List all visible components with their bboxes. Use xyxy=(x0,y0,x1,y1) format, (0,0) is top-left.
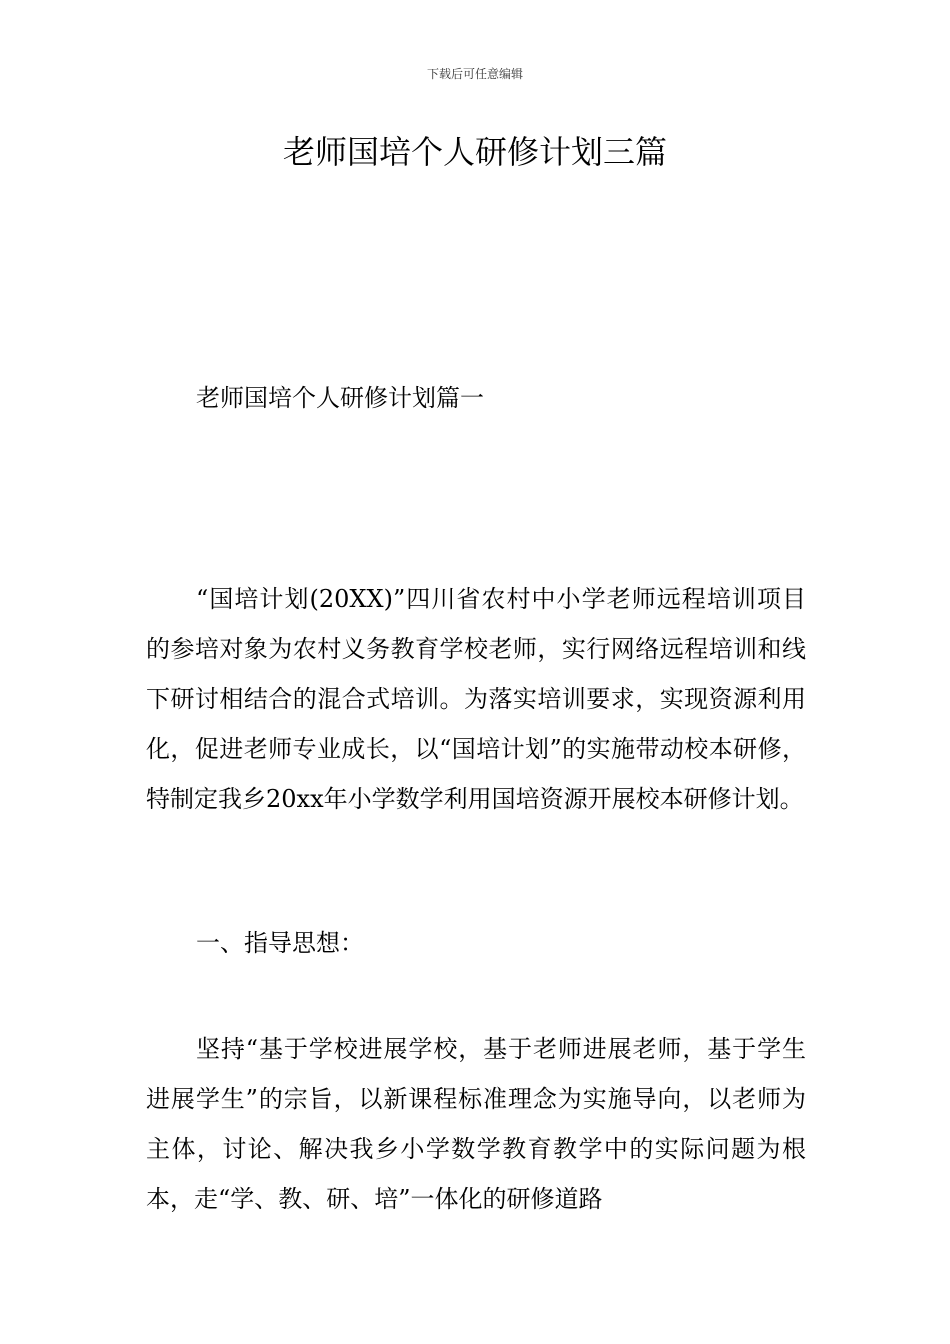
guiding-ideology-paragraph: 坚持“基于学校进展学校，基于老师进展老师，基于学生进展学生”的宗旨，以新课程标准理念为实施导向，以老师为主体，讨论、解决我乡小学数学教育教学中的实际问题为根本，走“学、教、研、培”一体化的研修道路 xyxy=(146,1035,806,1213)
document-title: 老师国培个人研修计划三篇 xyxy=(282,133,667,171)
section-heading: 老师国培个人研修计划篇一 xyxy=(196,384,484,412)
header-note: 下载后可任意编辑 xyxy=(426,67,523,81)
guiding-ideology-heading: 一、指导思想： xyxy=(196,929,364,957)
intro-paragraph: “国培计划(20XX)”四川省农村中小学老师远程培训项目的参培对象为农村义务教育学校老师，实行网络远程培训和线下研讨相结合的混合式培训。为落实培训要求，实现资源利用化，促进老师专业成长，以“国培计划”的实施带动校本研修，特制定我乡20xx年小学数学利用国培资源开展校本研修计划。 xyxy=(146,585,806,813)
